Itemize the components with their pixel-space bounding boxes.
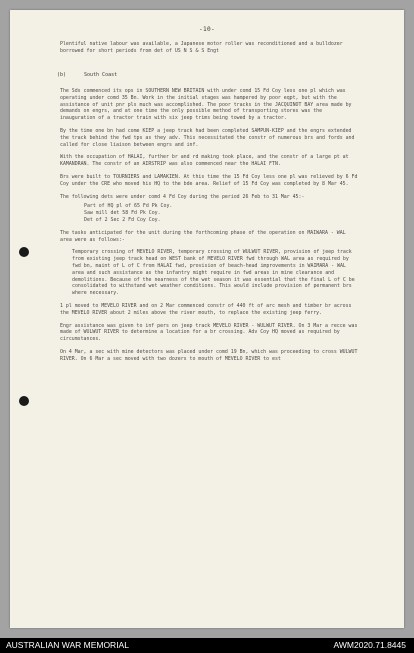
paragraph: The following dets were under comd 4 Fd Coy during the period 26 Feb to 31 Mar 45:- <box>60 193 305 200</box>
paragraph: The Sds commenced its ops in SOUTHERN NEW BRITAIN with under comd 15 Fd Coy less one pl which was operating under comd 35 Bn. Work in the initial stages was hampered by poor eqpt, but with the assistance of unit pnr pls much was accomplished. The poor tracks in the JACQUINOT BAY area made by demands on engrs, and at one time the only possible method of transporting stores was the inauguration of a tractor train with six jeep trims being towed by a tractor. <box>60 88 352 122</box>
footer-source: AUSTRALIAN WAR MEMORIAL <box>6 640 129 650</box>
det-item: Saw mill det 58 Fd Pk Coy. <box>84 210 161 217</box>
tasks-paragraph: Temporary crossing of MEVELO RIVER, temporary crossing of WULWUT RIVER, provision of jeep track from existing jeep track head on WEST bank of MEVELO RIVER fwd through WAL area as required by fwd bn, maint of L of C from HALAI fwd, provision of beach-head improvements in WAIMARA - WAL area and such assistance as the infantry might require in fwd areas in mine clearance and demolitions. Because of the nearness of the wet season it was essential that the final L of C be consolidated to withstand wet weather conditions. This would include provision of permanent brs where necessary. <box>72 249 355 297</box>
page-number: -10- <box>198 26 216 33</box>
paragraph: On 4 Mar, a sec with mine detectors was placed under comd 19 Bn, which was proceeding to cross WULWUT RIVER. On 6 Mar a sec moved with two dozers to mouth of MEVELO RIVER to est <box>60 348 358 362</box>
tasks-intro: The tasks anticipated for the unit during the forthcoming phase of the operation on MAIWARA - WAL area were as follows:- <box>60 229 346 243</box>
det-item: Det of 2 Sec 2 Fd Coy Coy. <box>84 216 161 223</box>
footer-bar <box>0 638 414 653</box>
section-label: (b) <box>57 72 67 78</box>
footer-catalogue-id: AWM2020.71.8445 <box>333 640 406 650</box>
punch-hole-bottom <box>19 396 29 406</box>
paragraph: Brs were built to TOURNIERS and LAMAKIEN. At this time the 15 Fd Coy less one pl was relieved by 6 Fd Coy under the CRE who moved his HQ to the bde area. Relief of 15 Fd Coy was completed by 8 Mar 45. <box>60 173 358 187</box>
body-block-1 <box>60 88 360 369</box>
punch-hole-top <box>19 247 29 257</box>
paragraph: 1 pl moved to MEVELO RIVER and on 2 Mar commenced constr of 440 ft of arc mesh and timber br across the MEVELO RIVER about 2 miles above the river mouth, to replace the existing jeep ferry. <box>60 302 352 316</box>
det-item: Part of HQ pl of 65 Fd Pk Coy. <box>84 203 173 210</box>
paragraph: With the occupation of HALAI, further br and rd making took place, and the constr of a large pt at KAMANDRAN. The constr of an AIRSTRIP was also commenced near the HALAI FTN. <box>60 154 349 168</box>
intro-paragraph: Plentiful native labour was available, a Japanese motor roller was reconditioned and a bulldozer borrowed for short periods from det of US N S & S Engt <box>60 41 343 54</box>
paragraph: Engr assistance was given to inf pers on jeep track MEVELO RIVER - WULWUT RIVER. On 3 Mar a recce was made of WULWUT RIVER to determine a location for a br crossing. Adv Coy HQ moved as required by circumstances. <box>60 322 358 343</box>
section-title: South Coast <box>84 72 118 78</box>
paragraph: By the time one bn had come KIEP a jeep track had been completed SAMPUN-KIEP and the engrs extended the track behind the fwd tps as they adv. This necessitated the constr of numerous brs and fords and called for close liaison between engrs and inf. <box>60 127 355 148</box>
